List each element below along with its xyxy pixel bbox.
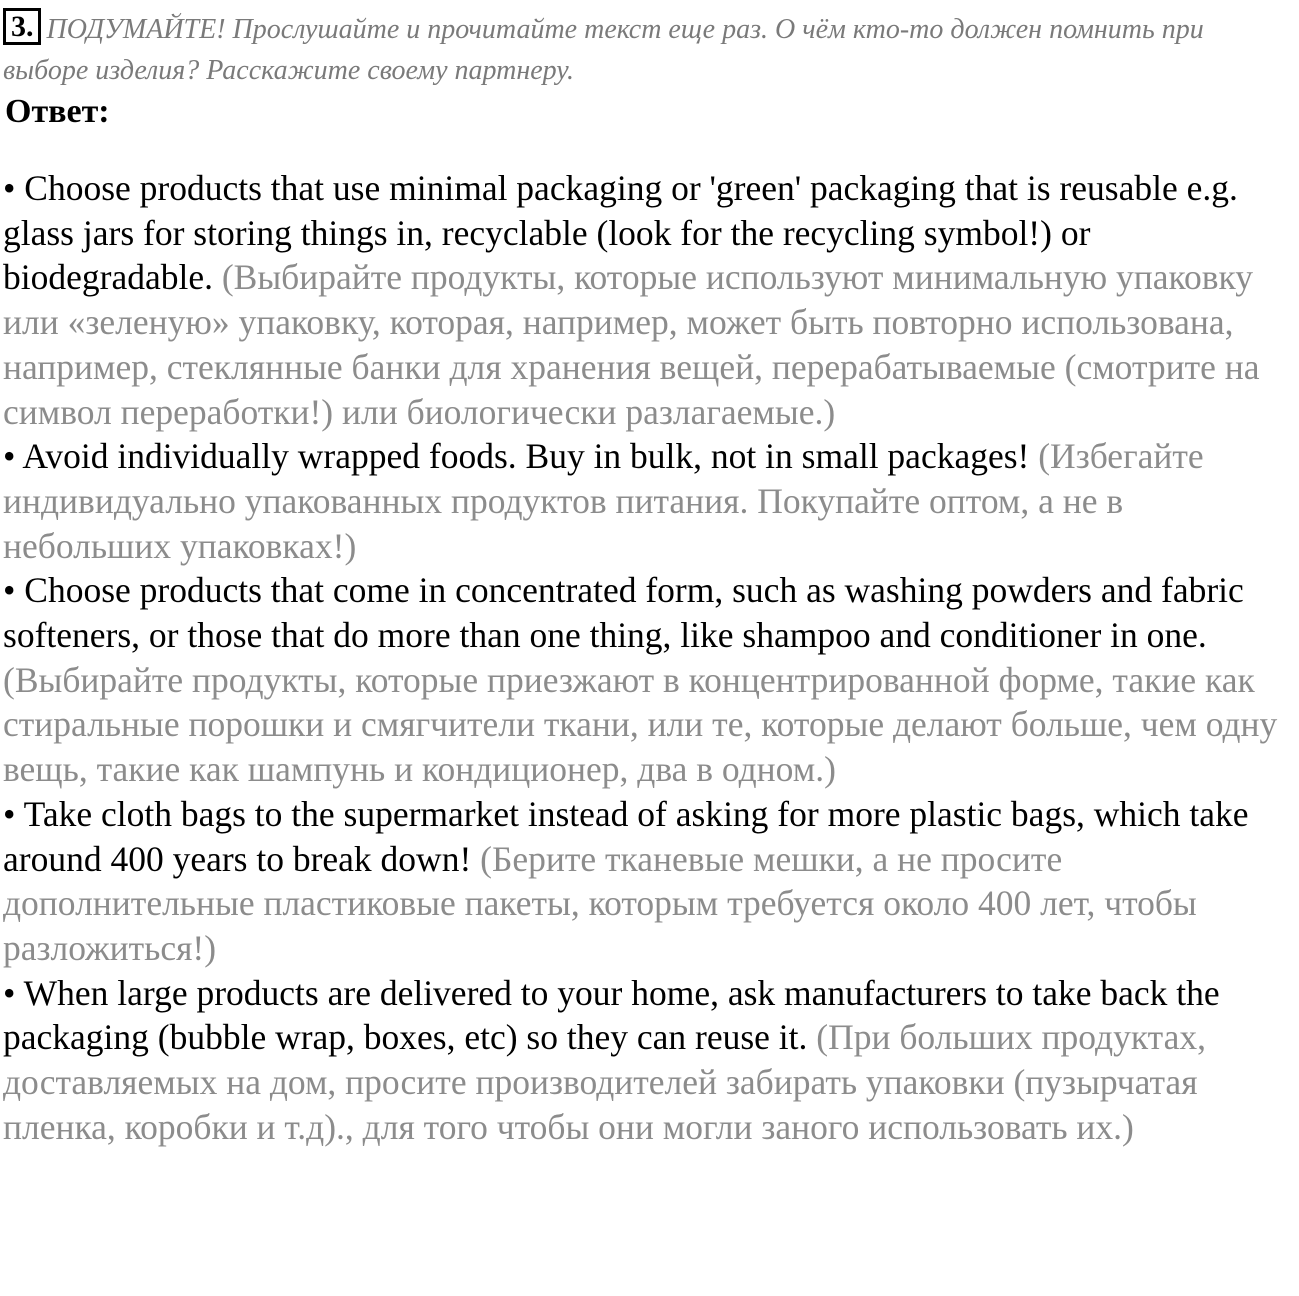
answer-item-russian: (При больших продуктах, доставляемых на дом, просите производителей забирать упаковки (пузырчатая пленка, коробки и т.д)., для того чтобы они могли заного использовать их.) <box>3 1017 1206 1147</box>
answer-item-russian: (Избегайте индивидуально упакованных продуктов питания. Покупайте оптом, а не в небольших упаковках!) <box>3 436 1204 566</box>
answer-item-russian: (Выбирайте продукты, которые используют минимальную упаковку или «зеленую» упаковку, которая, например, может быть повторно использована, например, стеклянные банки для хранения вещей, перерабатываемые (смотрите на символ переработки!) или биологически разлагаемые.) <box>3 257 1260 432</box>
answer-label: Ответ: <box>5 93 110 130</box>
task-instruction: ПОДУМАЙТЕ! Прослушайте и прочитайте текст еще раз. О чём кто-то должен помнить при выборе изделия? Расскажите своему партнеру. <box>3 14 1204 86</box>
answer-item-english: • Avoid individually wrapped foods. Buy in bulk, not in small packages! <box>3 436 1030 477</box>
answer-item <box>3 166 1295 434</box>
task-number: 3. <box>3 8 41 45</box>
answer-item-english: • Choose products that use minimal packaging or 'green' packaging that is reusable e.g. glass jars for storing things in, recyclable (look for the recycling symbol!) or biodegradable. <box>3 168 1238 298</box>
answer-item-russian: (Выбирайте продукты, которые приезжают в концентрированной форме, такие как стиральные порошки и смягчители ткани, или те, которые делают больше, чем одну вещь, такие как шампунь и кондиционер, два в одном.) <box>3 659 1278 790</box>
answer-item <box>3 792 1295 971</box>
answer-list <box>3 166 1295 1149</box>
answer-item-english: • Take cloth bags to the supermarket instead of asking for more plastic bags, which take around 400 years to break down! <box>3 793 1249 879</box>
task-header <box>3 8 1293 91</box>
answer-item <box>3 568 1295 792</box>
answer-item-russian: (Берите тканевые мешки, а не просите дополнительные пластиковые пакеты, которым требуется около 400 лет, чтобы разложиться!) <box>3 838 1197 968</box>
answer-item <box>3 434 1295 568</box>
answer-item-english: • Choose products that come in concentrated form, such as washing powders and fabric softeners, or those that do more than one thing, like shampoo and conditioner in one. <box>3 570 1244 656</box>
answer-item <box>3 971 1295 1150</box>
answer-item-english: • When large products are delivered to your home, ask manufacturers to take back the packaging (bubble wrap, boxes, etc) so they can reuse it. <box>3 972 1220 1058</box>
